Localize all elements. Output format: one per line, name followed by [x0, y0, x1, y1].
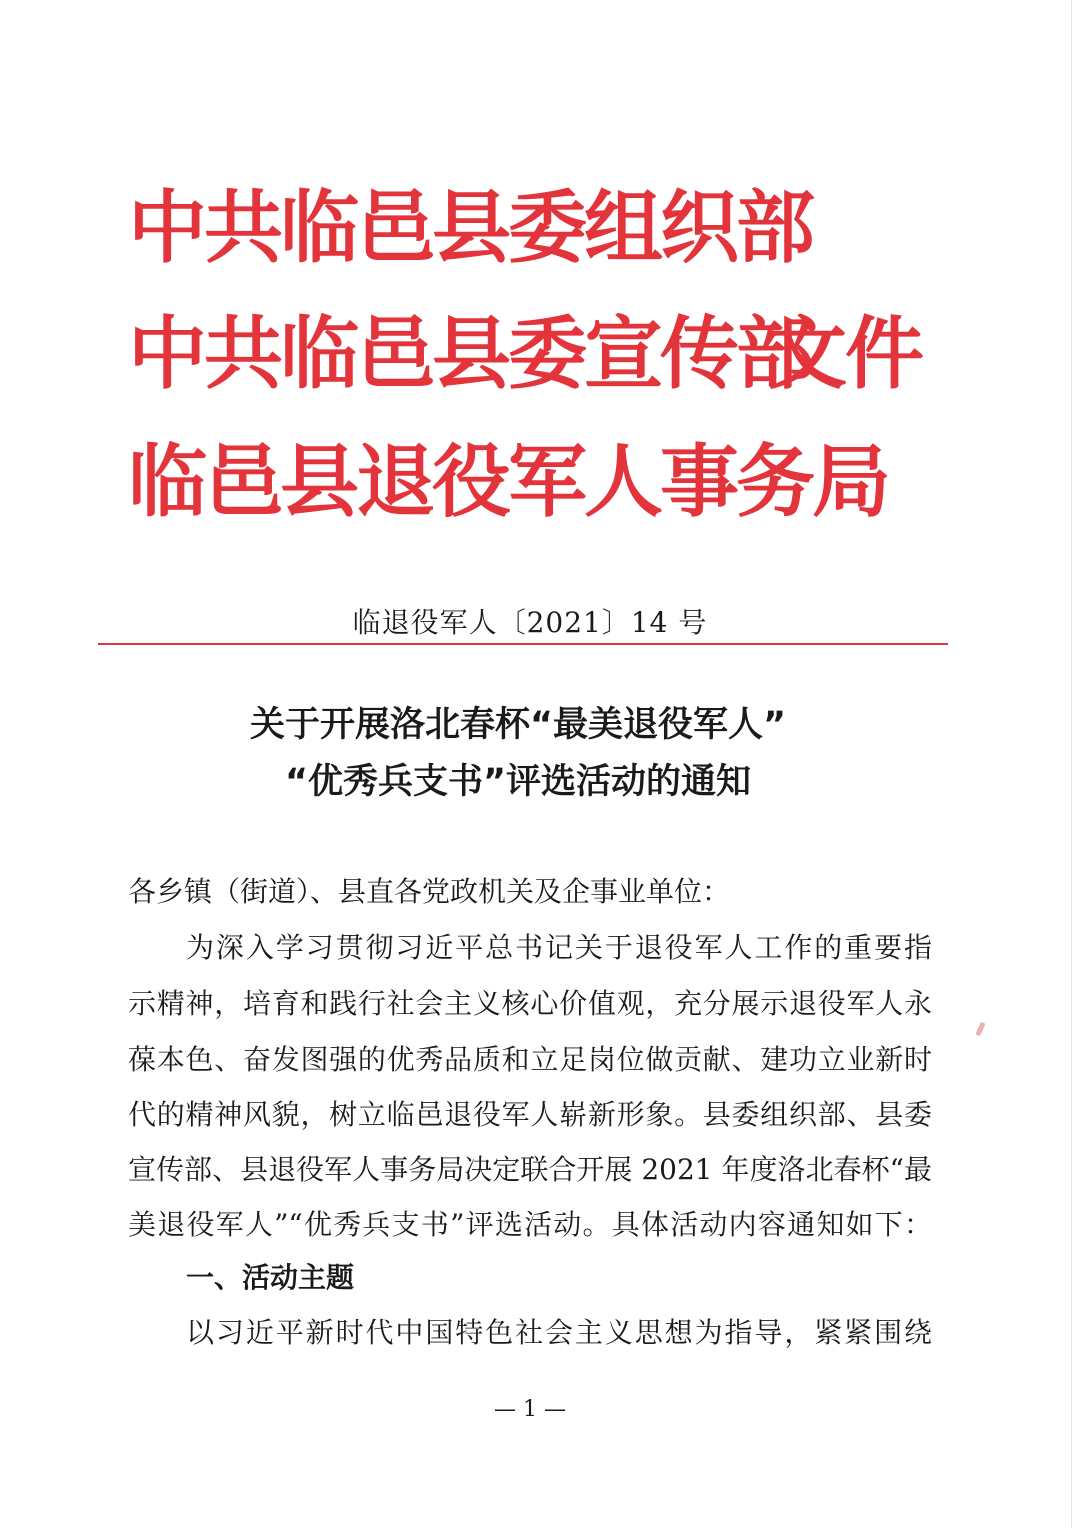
scan-edge — [1071, 0, 1072, 1528]
paragraph-line: 葆本色、奋发图强的优秀品质和立足岗位做贡献、建功立业新时 — [128, 1043, 932, 1076]
paragraph-line: 为深入学习贯彻习近平总书记关于退役军人工作的重要指 — [186, 931, 932, 964]
page-number: — 1 — — [494, 1397, 566, 1422]
paragraph-line: 美退役军人”“优秀兵支书”评选活动。具体活动内容通知如下： — [128, 1208, 932, 1241]
letterhead-document-label: 文件 — [768, 308, 922, 400]
paragraph-line: 宣传部、县退役军人事务局决定联合开展 2021 年度洛北春杯“最 — [128, 1153, 932, 1186]
letterhead-line-veterans-bureau: 临邑县退役军人事务局 — [128, 436, 888, 528]
letterhead-line-organization-dept: 中共临邑县委组织部 — [128, 182, 812, 274]
notice-title-line-1: 关于开展洛北春杯“最美退役军人” — [249, 705, 786, 745]
letterhead-line-publicity-dept: 中共临邑县委宣传部 — [128, 308, 812, 400]
red-letterhead — [128, 178, 928, 538]
document-number: 临退役军人〔2021〕14 号 — [352, 606, 708, 639]
notice-title-line-2: “优秀兵支书”评选活动的通知 — [284, 762, 751, 802]
section-heading-theme: 一、活动主题 — [186, 1261, 355, 1294]
red-divider-line — [98, 643, 948, 645]
paragraph-line: 代的精神风貌，树立临邑退役军人崭新形象。县委组织部、县委 — [128, 1098, 932, 1131]
paragraph-line: 示精神，培育和践行社会主义核心价值观，充分展示退役军人永 — [128, 987, 932, 1020]
paragraph-line: 以习近平新时代中国特色社会主义思想为指导，紧紧围绕 — [186, 1316, 932, 1349]
scan-speck — [975, 1022, 985, 1037]
salutation: 各乡镇（街道）、县直各党政机关及企事业单位： — [128, 875, 731, 908]
